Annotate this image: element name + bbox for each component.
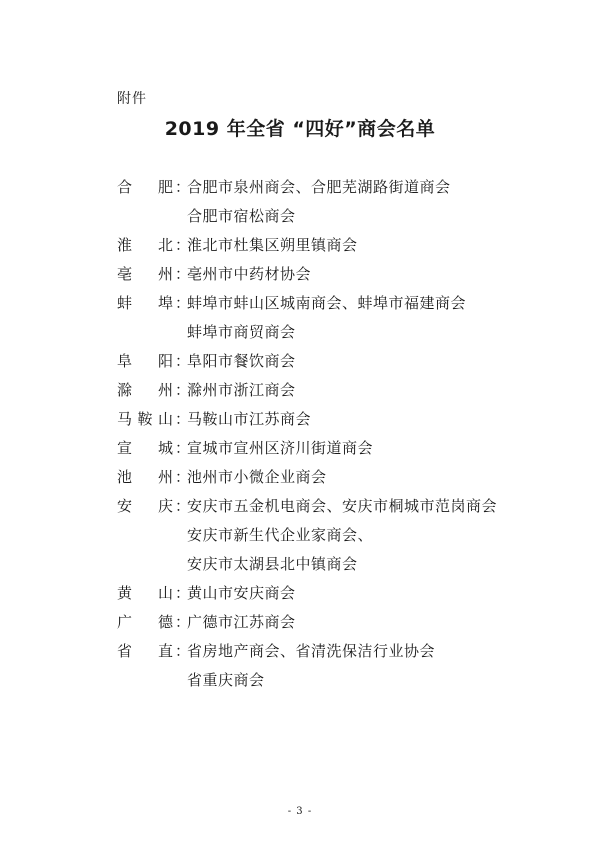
region-name: 宣城	[117, 439, 173, 457]
list-item	[117, 608, 557, 637]
region-name: 合肥	[117, 178, 173, 196]
chamber-line: 合肥市泉州商会、合肥芜湖路街道商会	[187, 178, 451, 196]
chamber-names	[187, 289, 557, 347]
chamber-line: 合肥市宿松商会	[187, 207, 296, 225]
list-item	[117, 289, 557, 347]
region-colon: ：	[175, 497, 191, 515]
region-name: 阜阳	[117, 352, 173, 370]
chamber-line: 安庆市新生代企业家商会、	[187, 526, 374, 544]
region-colon: ：	[175, 381, 191, 399]
region-label	[117, 579, 191, 608]
region-colon: ：	[175, 178, 191, 196]
document-title: 2019 年全省 “四好”商会名单	[164, 118, 436, 140]
region-colon: ：	[175, 294, 191, 312]
region-label	[117, 637, 191, 666]
chamber-line: 省房地产商会、省清洗保洁行业协会	[187, 642, 436, 660]
chamber-line: 蚌埠市蚌山区城南商会、蚌埠市福建商会	[187, 294, 467, 312]
region-name: 池州	[117, 468, 173, 486]
region-name: 广德	[117, 613, 173, 631]
list-item	[117, 579, 557, 608]
list-item	[117, 405, 557, 434]
chamber-names	[187, 492, 557, 579]
chamber-line: 黄山市安庆商会	[187, 584, 296, 602]
chamber-line: 滁州市浙江商会	[187, 381, 296, 399]
chamber-names	[187, 463, 557, 492]
chamber-list	[117, 173, 557, 695]
chamber-line: 安庆市太湖县北中镇商会	[187, 555, 358, 573]
list-item	[117, 347, 557, 376]
region-name: 淮北	[117, 236, 173, 254]
region-label	[117, 347, 191, 376]
region-colon: ：	[175, 642, 191, 660]
region-colon: ：	[175, 410, 191, 428]
region-label	[117, 405, 191, 434]
list-item	[117, 463, 557, 492]
chamber-names	[187, 637, 557, 695]
chamber-line: 马鞍山市江苏商会	[187, 410, 312, 428]
list-item	[117, 492, 557, 579]
region-name: 省直	[117, 642, 173, 660]
chamber-names	[187, 376, 557, 405]
chamber-names	[187, 608, 557, 637]
list-item	[117, 173, 557, 231]
region-colon: ：	[175, 236, 191, 254]
chamber-line: 广德市江苏商会	[187, 613, 296, 631]
chamber-line: 安庆市五金机电商会、安庆市桐城市范岗商会	[187, 497, 498, 515]
region-label	[117, 173, 191, 202]
region-label	[117, 260, 191, 289]
chamber-names	[187, 231, 557, 260]
region-name: 安庆	[117, 497, 173, 515]
region-name: 亳州	[117, 265, 173, 283]
region-label	[117, 376, 191, 405]
region-label	[117, 492, 191, 521]
chamber-line: 省重庆商会	[187, 671, 265, 689]
chamber-names	[187, 173, 557, 231]
region-name: 蚌埠	[117, 294, 173, 312]
page-number: - 3 -	[287, 806, 313, 817]
chamber-names	[187, 434, 557, 463]
chamber-line: 阜阳市餐饮商会	[187, 352, 296, 370]
chamber-names	[187, 260, 557, 289]
region-label	[117, 463, 191, 492]
region-label	[117, 608, 191, 637]
region-colon: ：	[175, 584, 191, 602]
list-item	[117, 376, 557, 405]
chamber-line: 宣城市宣州区济川街道商会	[187, 439, 374, 457]
chamber-line: 淮北市杜集区朔里镇商会	[187, 236, 358, 254]
region-label	[117, 289, 191, 318]
region-name: 马鞍山	[117, 410, 173, 428]
list-item	[117, 434, 557, 463]
list-item	[117, 231, 557, 260]
region-label	[117, 434, 191, 463]
chamber-line: 蚌埠市商贸商会	[187, 323, 296, 341]
region-label	[117, 231, 191, 260]
chamber-line: 亳州市中药材协会	[187, 265, 312, 283]
region-colon: ：	[175, 613, 191, 631]
region-colon: ：	[175, 352, 191, 370]
list-item	[117, 637, 557, 695]
region-name: 黄山	[117, 584, 173, 602]
attachment-label: 附件	[117, 91, 147, 107]
chamber-names	[187, 347, 557, 376]
region-colon: ：	[175, 439, 191, 457]
chamber-line: 池州市小微企业商会	[187, 468, 327, 486]
chamber-names	[187, 405, 557, 434]
region-name: 滁州	[117, 381, 173, 399]
region-colon: ：	[175, 468, 191, 486]
chamber-names	[187, 579, 557, 608]
list-item	[117, 260, 557, 289]
region-colon: ：	[175, 265, 191, 283]
